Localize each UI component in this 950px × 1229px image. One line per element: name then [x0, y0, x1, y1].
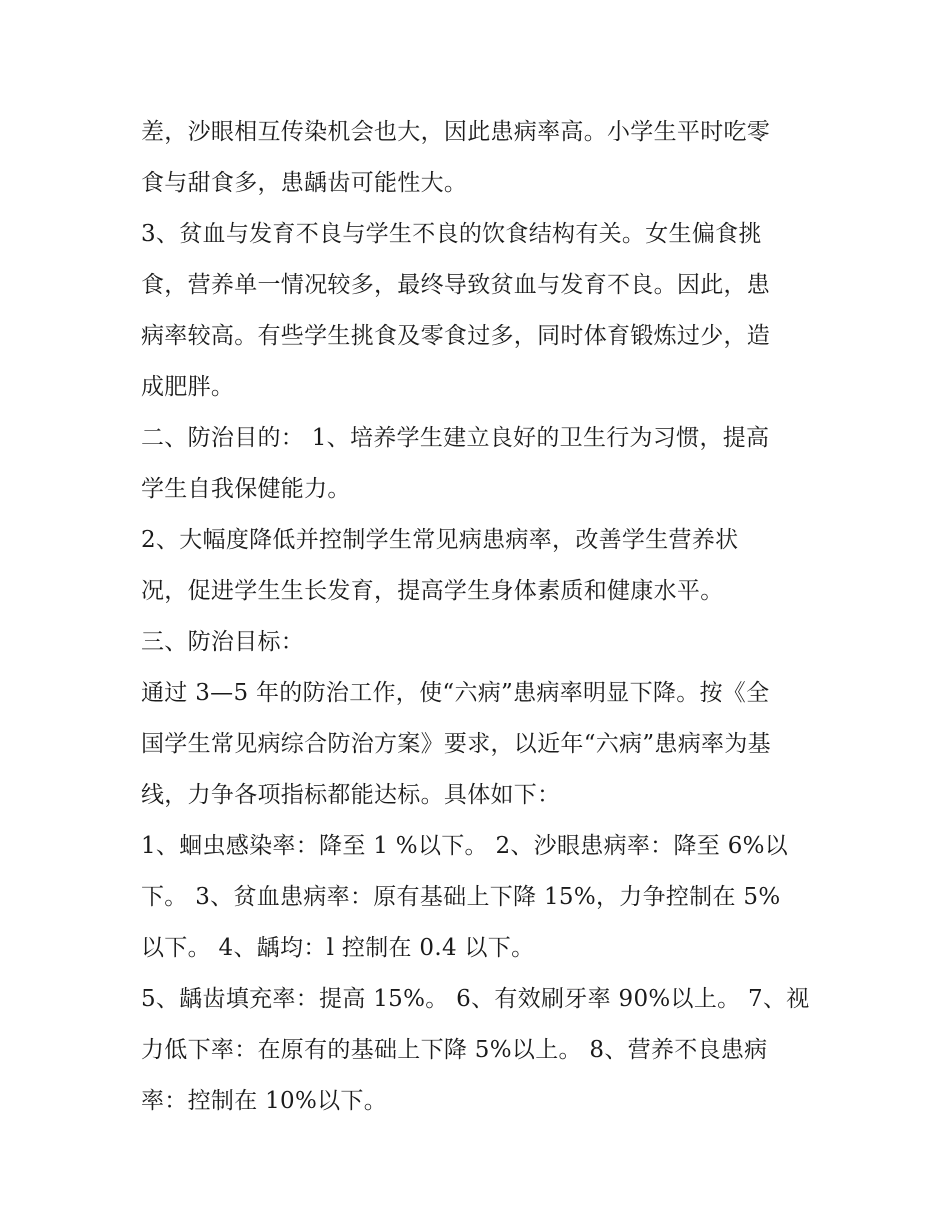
text-line: 病率较高。有些学生挑食及零食过多，同时体育锻炼过少，造: [141, 323, 771, 349]
text-line: 学生自我保健能力。: [141, 476, 351, 502]
text-line: 下。 3、贫血患病率：原有基础上下降 15%，力争控制在 5%: [141, 884, 781, 910]
text-line: 况，促进学生生长发育，提高学生身体素质和健康水平。: [141, 578, 724, 604]
text-line: 食，营养单一情况较多，最终导致贫血与发育不良。因此，患: [141, 272, 771, 298]
text-line: 国学生常见病综合防治方案》要求，以近年“六病”患病率为基: [141, 731, 771, 757]
body-text: [141, 107, 831, 1127]
text-line: 通过 3—5 年的防治工作，使“六病”患病率明显下降。按《全: [141, 680, 770, 706]
text-line: 5、龋齿填充率：提高 15%。 6、有效刷牙率 90%以上。 7、视: [141, 986, 810, 1012]
text-line: 3、贫血与发育不良与学生不良的饮食结构有关。女生偏食挑: [141, 221, 762, 247]
text-line: 1、蛔虫感染率：降至 1 %以下。 2、沙眼患病率：降至 6%以: [141, 833, 789, 859]
text-line: 率：控制在 10%以下。: [141, 1088, 388, 1114]
text-line: 差，沙眼相互传染机会也大，因此患病率高。小学生平时吃零: [141, 119, 771, 145]
text-line: 线，力争各项指标都能达标。具体如下：: [141, 782, 561, 808]
text-line: 以下。 4、龋均：l 控制在 0.4 以下。: [141, 935, 535, 961]
section-heading-prevention-purpose: 二、防治目的： 1、培养学生建立良好的卫生行为习惯，提高: [141, 425, 770, 451]
text-line: 成肥胖。: [141, 374, 235, 400]
text-line: 食与甜食多，患龋齿可能性大。: [141, 170, 468, 196]
text-line: 力低下率：在原有的基础上下降 5%以上。 8、营养不良患病: [141, 1037, 768, 1063]
section-heading-prevention-goals: 三、防治目标：: [141, 629, 305, 655]
text-line: 2、大幅度降低并控制学生常见病患病率，改善学生营养状: [141, 527, 739, 553]
